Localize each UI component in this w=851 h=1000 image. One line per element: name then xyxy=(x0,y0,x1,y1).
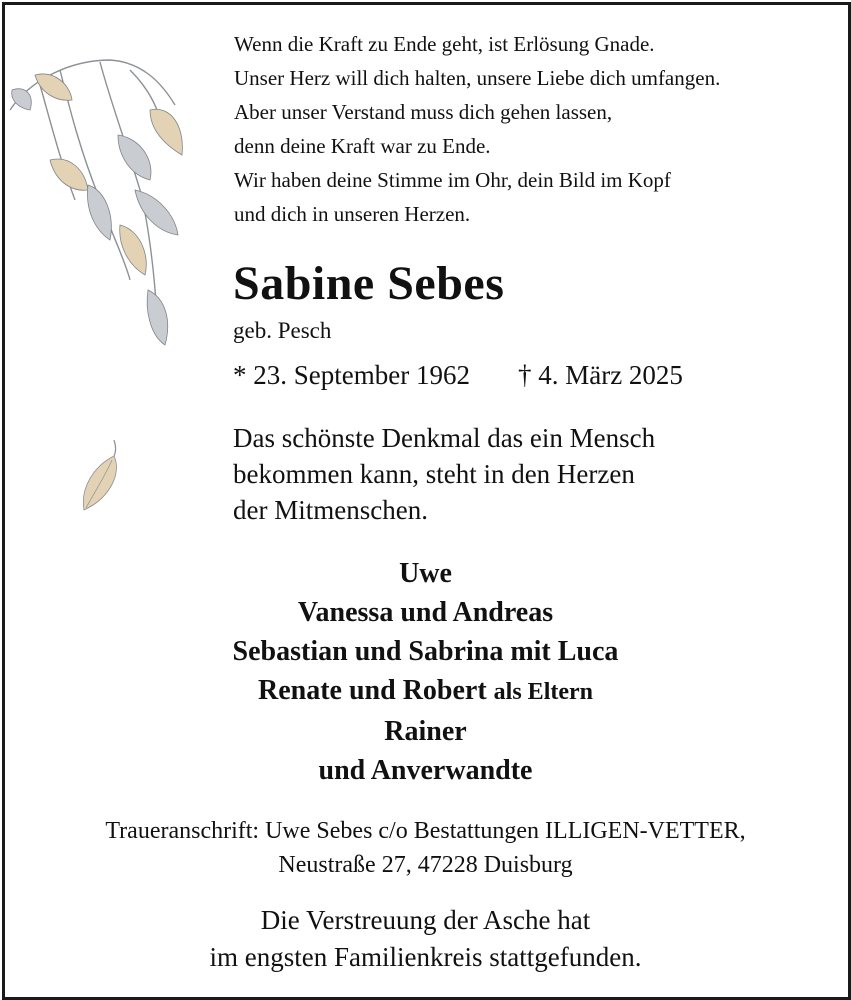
mourner-line: Rainer xyxy=(384,716,467,747)
poem-line: Wir haben deine Stimme im Ohr, dein Bild im Kopf xyxy=(234,168,671,192)
mourners-list xyxy=(0,554,851,790)
ashes-line: Die Verstreuung der Asche hat xyxy=(260,905,591,935)
leaf-5 xyxy=(87,185,111,240)
mourner-line: Sebastian und Sabrina mit Luca xyxy=(232,636,619,667)
parents-names: Renate und Robert xyxy=(258,675,487,706)
mourner-line xyxy=(0,671,851,712)
mourning-address xyxy=(0,814,851,882)
leaf-7 xyxy=(120,225,147,275)
leaf-6 xyxy=(135,190,178,235)
leaf-1 xyxy=(35,74,72,100)
poem-line: Unser Herz will dich halten, unsere Liebe dich umfangen. xyxy=(234,66,721,90)
ashes-line: im engsten Familienkreis stattgefunden. xyxy=(209,942,642,972)
mourner-line: Uwe xyxy=(399,558,452,589)
poem-line: Wenn die Kraft zu Ende geht, ist Erlösung Gnade. xyxy=(234,32,655,56)
quote-line: Das schönste Denkmal das ein Mensch xyxy=(233,423,656,453)
poem-line: und dich in unseren Herzen. xyxy=(234,202,471,226)
leaf-branch-illustration xyxy=(0,50,200,360)
poem-line: Aber unser Verstand muss dich gehen lassen, xyxy=(234,100,613,124)
quote-line: bekommen kann, steht in den Herzen xyxy=(233,459,635,489)
opening-poem xyxy=(234,27,720,231)
leaf-2 xyxy=(150,109,182,155)
falling-leaf-illustration xyxy=(78,438,128,518)
address-line: Traueranschrift: Uwe Sebes c/o Bestattungen ILLIGEN-VETTER, xyxy=(105,818,746,844)
maiden-name: geb. Pesch xyxy=(233,318,332,343)
parents-relation: als Eltern xyxy=(493,679,593,705)
poem-line: denn deine Kraft war zu Ende. xyxy=(234,134,491,158)
birth-date: * 23. September 1962 xyxy=(233,360,470,390)
death-date: † 4. März 2025 xyxy=(517,360,683,390)
mourner-line: und Anverwandte xyxy=(318,755,533,786)
leaf-9 xyxy=(12,89,32,110)
leaf-8 xyxy=(147,290,168,345)
mourner-line: Vanessa und Andreas xyxy=(297,597,554,628)
memorial-quote xyxy=(233,420,655,528)
ashes-notice xyxy=(0,902,851,976)
quote-line: der Mitmenschen. xyxy=(233,495,428,525)
deceased-name: Sabine Sebes xyxy=(233,257,505,310)
leaf-4 xyxy=(50,159,88,190)
life-dates xyxy=(233,360,683,391)
address-line: Neustraße 27, 47228 Duisburg xyxy=(278,852,573,878)
